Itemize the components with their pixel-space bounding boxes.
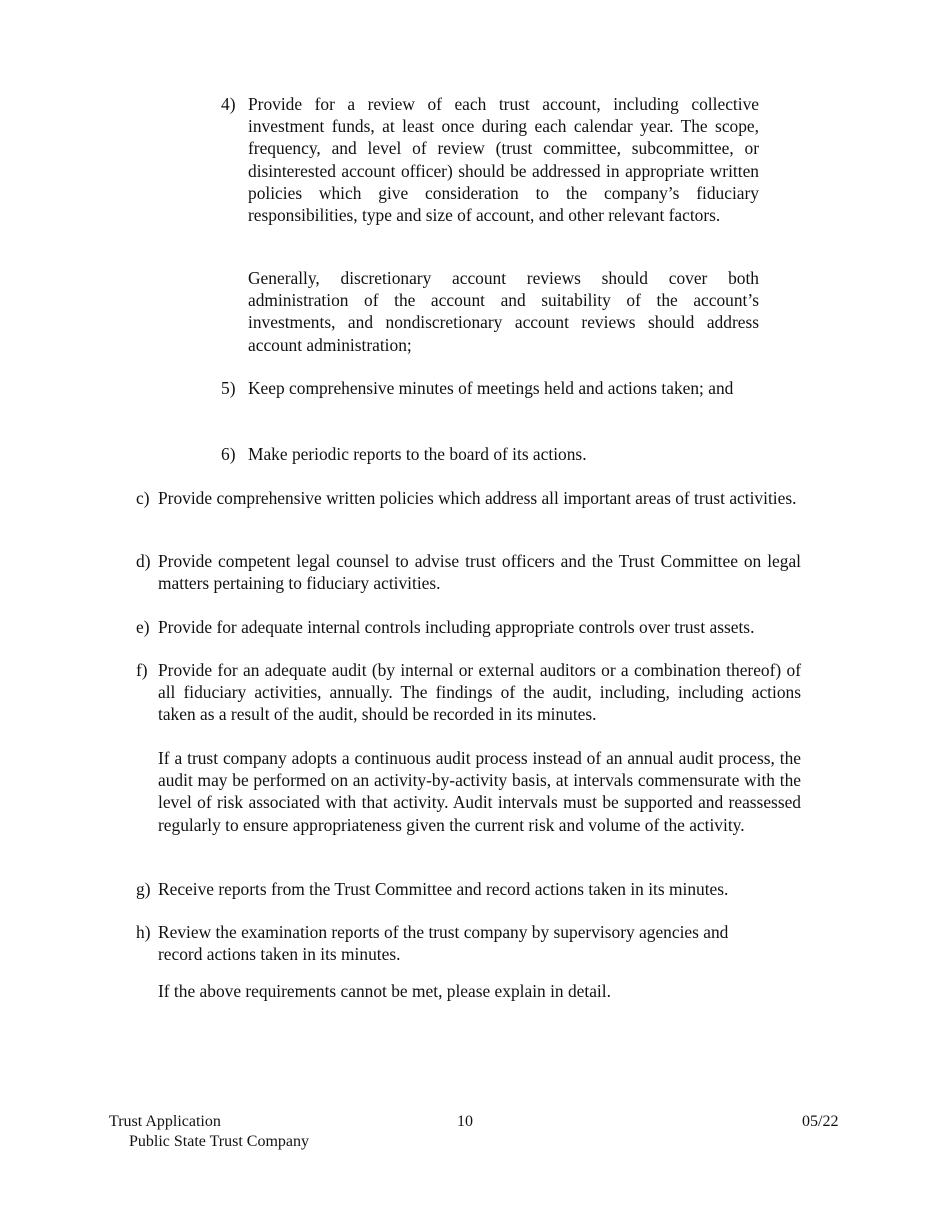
list-item-text: Provide for a review of each trust account, including collective investment funds, at least once during each calendar year. The scope, frequency, and level of review (trust committee, subcommittee, or disinterested account officer) should be addressed in appropriate written policies which give consideration to the company’s fiduciary responsibilities, type and size of account, and other relevant factors. [248,94,759,226]
list-item-g [136,878,816,900]
list-item-text: Keep comprehensive minutes of meetings held and actions taken; and [248,378,734,398]
list-item-h [136,921,776,965]
footer-left-company: Public State Trust Company [129,1133,310,1150]
list-letter: f) [136,660,148,680]
list-item-text: Provide for an adequate audit (by internal or external auditors or a combination thereof) of all fiduciary activities, annually. The findings of the audit, including, including actions taken as a result of the audit, should be recorded in its minutes. [158,660,801,725]
list-item-f-paragraph: If a trust company adopts a continuous audit process instead of an annual audit process, the audit may be performed on an activity-by-activity basis, at intervals commensurate with the level of risk associated with that activity. Audit intervals must be supported and reassessed regularly to ensure appropriateness given the current risk and volume of the activity. [158,748,801,835]
footer-date: 05/22 [802,1113,839,1130]
list-item-c [136,487,801,509]
list-letter: h) [136,922,151,942]
list-item-text: Receive reports from the Trust Committee and record actions taken in its minutes. [158,879,729,899]
list-letter: e) [136,617,150,637]
list-letter: c) [136,488,150,508]
list-item-4 [221,93,759,226]
list-item-text: Provide for adequate internal controls including appropriate controls over trust assets. [158,617,755,637]
list-item-text: Provide competent legal counsel to advise trust officers and the Trust Committee on legal matters pertaining to fiduciary activities. [158,551,801,594]
list-item-e [136,616,816,638]
list-item-d [136,550,801,594]
list-item-text: Make periodic reports to the board of its actions. [248,444,587,464]
closing-note: If the above requirements cannot be met, please explain in detail. [158,981,611,1001]
list-number: 4) [221,94,236,114]
list-number: 5) [221,378,236,398]
list-number: 6) [221,444,236,464]
list-item-4-paragraph: Generally, discretionary account reviews should cover both administration of the account and suitability of the account’s investments, and nondiscretionary account reviews should address account administration; [248,268,759,355]
list-item-text: Provide comprehensive written policies which address all important areas of trust activities. [158,488,797,508]
footer-page-number: 10 [457,1113,473,1130]
list-item-text: Review the examination reports of the trust company by supervisory agencies and record actions taken in its minutes. [158,922,729,965]
list-letter: g) [136,879,151,899]
list-item-5 [221,377,759,399]
list-letter: d) [136,551,151,571]
list-item-6 [221,443,759,465]
list-item-f [136,659,801,726]
footer-left-title: Trust Application [109,1113,221,1130]
